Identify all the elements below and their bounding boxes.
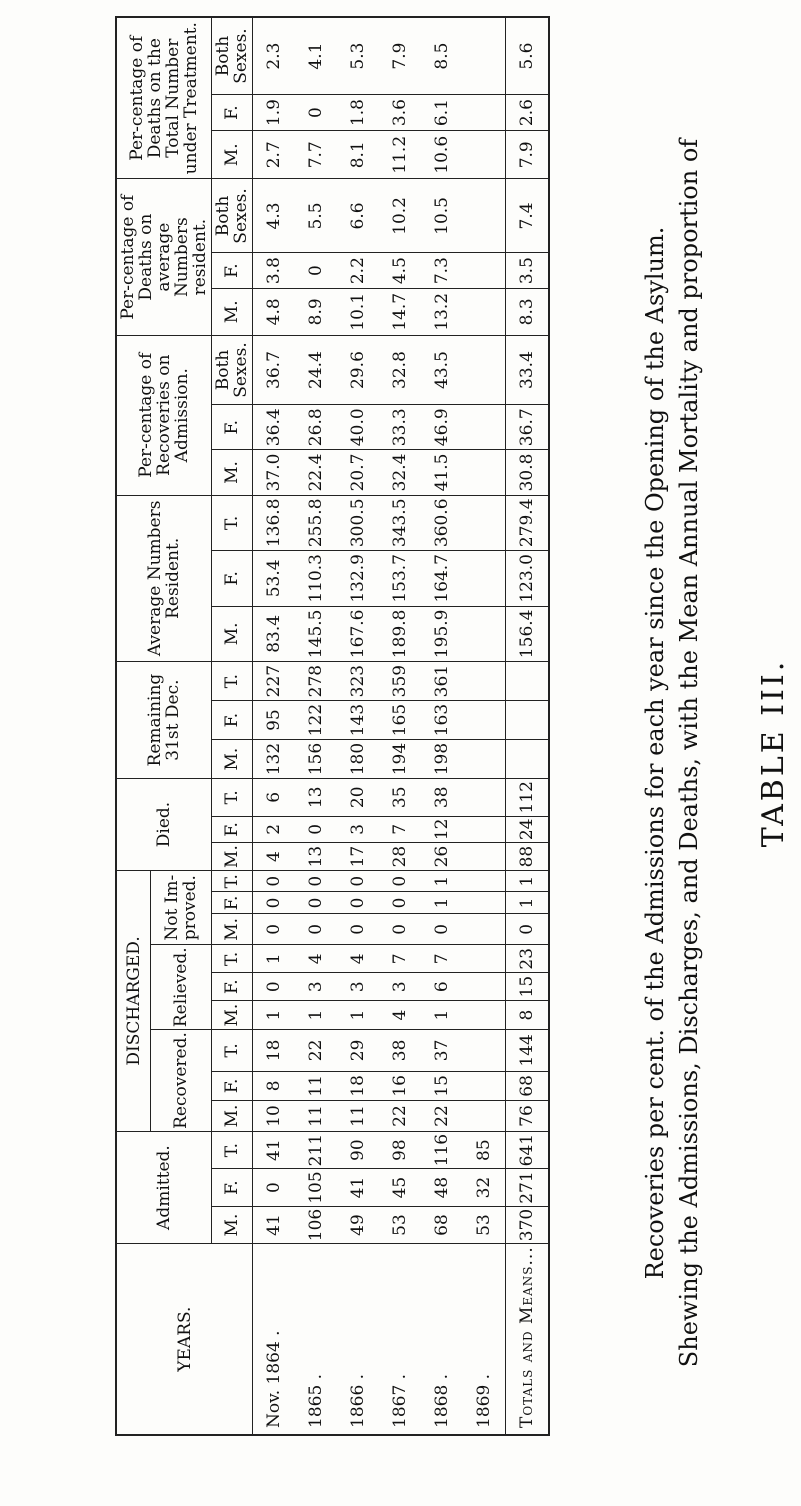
sub-header-row	[212, 17, 253, 1435]
died-cell: 0	[295, 816, 337, 843]
year-cell: 1869 .	[463, 1244, 506, 1435]
sub-header-prec-f: F.	[212, 405, 253, 450]
table-row	[253, 17, 296, 1435]
prec-cell: 22.4	[295, 450, 337, 495]
ni-cell: 1	[506, 870, 550, 892]
pdt-cell: 1.8	[337, 95, 379, 131]
rec-cell: 22	[379, 1101, 421, 1132]
rec-cell: 76	[506, 1101, 550, 1132]
ni-cell: 0	[295, 892, 337, 914]
died-cell	[463, 779, 506, 816]
rel-cell: 1	[253, 1001, 296, 1030]
pdt-cell: 0	[295, 95, 337, 131]
sub-header-avg-t: T.	[212, 495, 253, 551]
table-row	[421, 17, 463, 1435]
prec-cell	[463, 405, 506, 450]
ni-cell: 0	[421, 914, 463, 945]
rem-cell: 132	[253, 740, 296, 779]
rem-cell	[506, 701, 550, 740]
pdr-cell: 8.3	[506, 288, 550, 335]
adm-cell: 106	[295, 1206, 337, 1243]
pdt-cell: 6.1	[421, 95, 463, 131]
rel-cell: 6	[421, 973, 463, 1001]
avg-cell: 167.6	[337, 606, 379, 662]
avg-cell: 132.9	[337, 551, 379, 607]
rem-cell: 165	[379, 701, 421, 740]
sub-header-rem-m: M.	[212, 740, 253, 779]
prec-cell: 46.9	[421, 405, 463, 450]
rec-cell: 10	[253, 1101, 296, 1132]
rec-cell: 18	[337, 1071, 379, 1100]
pdr-cell: 4.3	[253, 179, 296, 253]
rel-cell: 15	[506, 973, 550, 1001]
rec-cell: 16	[379, 1071, 421, 1100]
sub-header-pdt-both: Both Sexes.	[212, 17, 253, 95]
adm-cell: 271	[506, 1169, 550, 1206]
died-cell: 88	[506, 843, 550, 871]
header-discharged: DISCHARGED.	[116, 870, 151, 1131]
adm-cell: 116	[421, 1131, 463, 1168]
died-cell: 13	[295, 843, 337, 871]
prec-cell	[463, 450, 506, 495]
rel-cell: 7	[379, 945, 421, 973]
avg-cell: 83.4	[253, 606, 296, 662]
table-row	[337, 17, 379, 1435]
sub-header-pdt-f: F.	[212, 95, 253, 131]
prec-cell: 37.0	[253, 450, 296, 495]
rel-cell: 0	[253, 973, 296, 1001]
header-recovered: Recovered.	[151, 1030, 212, 1132]
ni-cell: 0	[253, 870, 296, 892]
ni-cell: 0	[379, 892, 421, 914]
rec-cell: 22	[295, 1030, 337, 1072]
ni-cell: 0	[295, 914, 337, 945]
adm-cell: 641	[506, 1131, 550, 1168]
died-cell: 26	[421, 843, 463, 871]
header-years: YEARS.	[116, 1244, 253, 1435]
adm-cell: 53	[463, 1206, 506, 1243]
adm-cell: 90	[337, 1131, 379, 1168]
pdt-cell: 2.7	[253, 131, 296, 179]
totals-row	[506, 17, 550, 1435]
ni-cell	[463, 914, 506, 945]
rem-cell: 180	[337, 740, 379, 779]
sub-header-pdr-m: M.	[212, 288, 253, 335]
header-pct-recoveries: Per-centage of Recoveries on Admission.	[116, 335, 212, 495]
ni-cell: 1	[421, 892, 463, 914]
pdt-cell	[463, 95, 506, 131]
ni-cell: 0	[337, 870, 379, 892]
adm-cell: 68	[421, 1206, 463, 1243]
avg-cell: 123.0	[506, 551, 550, 607]
sub-header-rec-m: M.	[212, 1101, 253, 1132]
died-cell: 7	[379, 816, 421, 843]
avg-cell	[463, 606, 506, 662]
rem-cell	[463, 701, 506, 740]
rec-cell	[463, 1071, 506, 1100]
rec-cell	[463, 1101, 506, 1132]
rec-cell: 144	[506, 1030, 550, 1072]
sub-header-died-f: F.	[212, 816, 253, 843]
adm-cell: 370	[506, 1206, 550, 1243]
rel-cell: 1	[337, 1001, 379, 1030]
rel-cell: 4	[295, 945, 337, 973]
pdt-cell: 5.6	[506, 17, 550, 95]
adm-cell: 41	[337, 1169, 379, 1206]
died-cell	[463, 843, 506, 871]
prec-cell: 43.5	[421, 335, 463, 404]
avg-cell: 360.6	[421, 495, 463, 551]
header-pct-deaths-resident: Per-centage of Deaths on average Numbers resident.	[116, 179, 212, 335]
page-title: TABLE III.	[756, 658, 791, 848]
rec-cell: 38	[379, 1030, 421, 1072]
prec-cell: 29.6	[337, 335, 379, 404]
pdr-cell: 7.4	[506, 179, 550, 253]
pdr-cell: 3.5	[506, 253, 550, 288]
died-cell: 3	[337, 816, 379, 843]
rel-cell: 1	[421, 1001, 463, 1030]
pdr-cell: 0	[295, 253, 337, 288]
adm-cell: 53	[379, 1206, 421, 1243]
rel-cell: 1	[295, 1001, 337, 1030]
rel-cell	[463, 973, 506, 1001]
rel-cell: 7	[421, 945, 463, 973]
pdt-cell: 2.3	[253, 17, 296, 95]
header-average: Average Numbers Resident.	[116, 495, 212, 662]
adm-cell: 105	[295, 1169, 337, 1206]
died-cell: 12	[421, 816, 463, 843]
prec-cell	[463, 335, 506, 404]
ni-cell: 0	[379, 870, 421, 892]
pdt-cell	[463, 17, 506, 95]
avg-cell: 189.8	[379, 606, 421, 662]
prec-cell: 41.5	[421, 450, 463, 495]
sub-header-adm-m: M.	[212, 1206, 253, 1243]
rem-cell: 194	[379, 740, 421, 779]
ni-cell: 0	[379, 914, 421, 945]
sub-header-rel-t: T.	[212, 945, 253, 973]
prec-cell: 36.7	[506, 405, 550, 450]
rem-cell	[463, 740, 506, 779]
prec-cell: 20.7	[337, 450, 379, 495]
avg-cell	[463, 551, 506, 607]
died-cell: 38	[421, 779, 463, 816]
prec-cell: 40.0	[337, 405, 379, 450]
ni-cell: 1	[506, 892, 550, 914]
sub-header-rel-m: M.	[212, 1001, 253, 1030]
pdt-cell: 3.6	[379, 95, 421, 131]
pdr-cell: 10.2	[379, 179, 421, 253]
avg-cell: 300.5	[337, 495, 379, 551]
sub-header-adm-t: T.	[212, 1131, 253, 1168]
ni-cell: 0	[253, 914, 296, 945]
died-cell: 112	[506, 779, 550, 816]
ni-cell: 0	[295, 870, 337, 892]
pdr-cell	[463, 253, 506, 288]
caption-line-1: Shewing the Admissions, Discharges, and Deaths, with the Mean Annual Mortality and proportion of	[675, 138, 703, 1368]
pdr-cell: 10.5	[421, 179, 463, 253]
sub-header-died-t: T.	[212, 779, 253, 816]
pdr-cell: 8.9	[295, 288, 337, 335]
pdt-cell: 4.1	[295, 17, 337, 95]
ni-cell	[463, 892, 506, 914]
ni-cell: 1	[421, 870, 463, 892]
rec-cell: 11	[337, 1101, 379, 1132]
prec-cell: 36.7	[253, 335, 296, 404]
pdr-cell: 13.2	[421, 288, 463, 335]
prec-cell: 32.8	[379, 335, 421, 404]
header-relieved: Relieved.	[151, 945, 212, 1030]
pdr-cell: 4.8	[253, 288, 296, 335]
rel-cell	[463, 1001, 506, 1030]
sub-header-adm-f: F.	[212, 1169, 253, 1206]
prec-cell: 33.4	[506, 335, 550, 404]
avg-cell: 156.4	[506, 606, 550, 662]
header-remaining: Remaining 31st Dec.	[116, 662, 212, 779]
adm-cell: 49	[337, 1206, 379, 1243]
sub-header-avg-m: M.	[212, 606, 253, 662]
rec-cell: 37	[421, 1030, 463, 1072]
sub-header-ni-t: T.	[212, 870, 253, 892]
table-row	[463, 17, 506, 1435]
rem-cell	[506, 662, 550, 701]
pdr-cell: 10.1	[337, 288, 379, 335]
ni-cell: 0	[337, 914, 379, 945]
header-died: Died.	[116, 779, 212, 871]
header-pct-deaths-total: Per-centage of Deaths on the Total Number under Treatment.	[116, 17, 212, 179]
avg-cell: 53.4	[253, 551, 296, 607]
died-cell: 24	[506, 816, 550, 843]
rem-cell: 227	[253, 662, 296, 701]
sub-header-ni-f: F.	[212, 892, 253, 914]
rem-cell: 143	[337, 701, 379, 740]
rel-cell: 3	[337, 973, 379, 1001]
rel-cell	[463, 945, 506, 973]
sub-header-avg-f: F.	[212, 551, 253, 607]
rem-cell: 278	[295, 662, 337, 701]
sub-header-prec-m: M.	[212, 450, 253, 495]
rem-cell	[463, 662, 506, 701]
rel-cell: 23	[506, 945, 550, 973]
rem-cell: 323	[337, 662, 379, 701]
rem-cell: 122	[295, 701, 337, 740]
pdt-cell: 1.9	[253, 95, 296, 131]
rel-cell: 1	[253, 945, 296, 973]
avg-cell: 195.9	[421, 606, 463, 662]
sub-header-pdr-both: Both Sexes.	[212, 179, 253, 253]
pdt-cell: 7.7	[295, 131, 337, 179]
rec-cell: 68	[506, 1071, 550, 1100]
rec-cell: 22	[421, 1101, 463, 1132]
avg-cell	[463, 495, 506, 551]
rec-cell	[463, 1030, 506, 1072]
sub-header-rec-f: F.	[212, 1071, 253, 1100]
rem-cell	[506, 740, 550, 779]
year-cell: 1867 .	[379, 1244, 421, 1435]
rec-cell: 29	[337, 1030, 379, 1072]
rem-cell: 359	[379, 662, 421, 701]
died-cell: 20	[337, 779, 379, 816]
year-cell: Nov. 1864 .	[253, 1244, 296, 1435]
year-cell: Totals and Means...	[506, 1244, 550, 1435]
pdt-cell: 8.1	[337, 131, 379, 179]
sub-header-died-m: M.	[212, 843, 253, 871]
rec-cell: 8	[253, 1071, 296, 1100]
pdt-cell: 5.3	[337, 17, 379, 95]
avg-cell: 255.8	[295, 495, 337, 551]
rec-cell: 18	[253, 1030, 296, 1072]
table-row	[295, 17, 337, 1435]
avg-cell: 136.8	[253, 495, 296, 551]
table-row	[379, 17, 421, 1435]
pdr-cell: 7.3	[421, 253, 463, 288]
avg-cell: 145.5	[295, 606, 337, 662]
table-body	[253, 17, 550, 1435]
pdt-cell: 8.5	[421, 17, 463, 95]
caption-line-2: Recoveries per cent. of the Admissions for each year since the Opening of the Asylum.	[641, 226, 669, 1280]
died-cell: 28	[379, 843, 421, 871]
rec-cell: 11	[295, 1071, 337, 1100]
sub-header-rem-f: F.	[212, 701, 253, 740]
rem-cell: 156	[295, 740, 337, 779]
pdr-cell: 4.5	[379, 253, 421, 288]
died-cell: 6	[253, 779, 296, 816]
pdr-cell: 6.6	[337, 179, 379, 253]
prec-cell: 36.4	[253, 405, 296, 450]
rel-cell: 3	[379, 973, 421, 1001]
sub-header-rec-t: T.	[212, 1030, 253, 1072]
sub-header-rel-f: F.	[212, 973, 253, 1001]
pdt-cell: 7.9	[379, 17, 421, 95]
died-cell: 13	[295, 779, 337, 816]
pdr-cell: 5.5	[295, 179, 337, 253]
pdr-cell	[463, 179, 506, 253]
sub-header-pdr-f: F.	[212, 253, 253, 288]
ni-cell: 0	[253, 892, 296, 914]
year-cell: 1866 .	[337, 1244, 379, 1435]
ni-cell: 0	[337, 892, 379, 914]
header-admitted: Admitted.	[116, 1131, 212, 1243]
year-cell: 1865 .	[295, 1244, 337, 1435]
avg-cell: 153.7	[379, 551, 421, 607]
rel-cell: 4	[337, 945, 379, 973]
adm-cell: 0	[253, 1169, 296, 1206]
adm-cell: 32	[463, 1169, 506, 1206]
ni-cell: 0	[506, 914, 550, 945]
prec-cell: 32.4	[379, 450, 421, 495]
pdt-cell: 11.2	[379, 131, 421, 179]
prec-cell: 24.4	[295, 335, 337, 404]
statistics-table	[115, 16, 550, 1436]
adm-cell: 211	[295, 1131, 337, 1168]
rem-cell: 361	[421, 662, 463, 701]
adm-cell: 48	[421, 1169, 463, 1206]
died-cell	[463, 816, 506, 843]
avg-cell: 343.5	[379, 495, 421, 551]
pdr-cell: 3.8	[253, 253, 296, 288]
year-cell: 1868 .	[421, 1244, 463, 1435]
died-cell: 35	[379, 779, 421, 816]
adm-cell: 45	[379, 1169, 421, 1206]
pdr-cell	[463, 288, 506, 335]
prec-cell: 26.8	[295, 405, 337, 450]
rel-cell: 3	[295, 973, 337, 1001]
pdt-cell: 7.9	[506, 131, 550, 179]
adm-cell: 85	[463, 1131, 506, 1168]
pdr-cell: 2.2	[337, 253, 379, 288]
rel-cell: 4	[379, 1001, 421, 1030]
ni-cell	[463, 870, 506, 892]
sub-header-ni-m: M.	[212, 914, 253, 945]
prec-cell: 30.8	[506, 450, 550, 495]
rem-cell: 198	[421, 740, 463, 779]
avg-cell: 110.3	[295, 551, 337, 607]
pdt-cell: 2.6	[506, 95, 550, 131]
rem-cell: 163	[421, 701, 463, 740]
died-cell: 17	[337, 843, 379, 871]
avg-cell: 164.7	[421, 551, 463, 607]
adm-cell: 98	[379, 1131, 421, 1168]
pdr-cell: 14.7	[379, 288, 421, 335]
died-cell: 4	[253, 843, 296, 871]
adm-cell: 41	[253, 1206, 296, 1243]
rec-cell: 15	[421, 1071, 463, 1100]
rem-cell: 95	[253, 701, 296, 740]
pdt-cell: 10.6	[421, 131, 463, 179]
rel-cell: 8	[506, 1001, 550, 1030]
adm-cell: 41	[253, 1131, 296, 1168]
sub-header-prec-both: Both Sexes.	[212, 335, 253, 404]
sub-header-pdt-m: M.	[212, 131, 253, 179]
died-cell: 2	[253, 816, 296, 843]
sub-header-rem-t: T.	[212, 662, 253, 701]
avg-cell: 279.4	[506, 495, 550, 551]
header-not-improved: Not Im-proved.	[151, 870, 212, 944]
prec-cell: 33.3	[379, 405, 421, 450]
rec-cell: 11	[295, 1101, 337, 1132]
pdt-cell	[463, 131, 506, 179]
